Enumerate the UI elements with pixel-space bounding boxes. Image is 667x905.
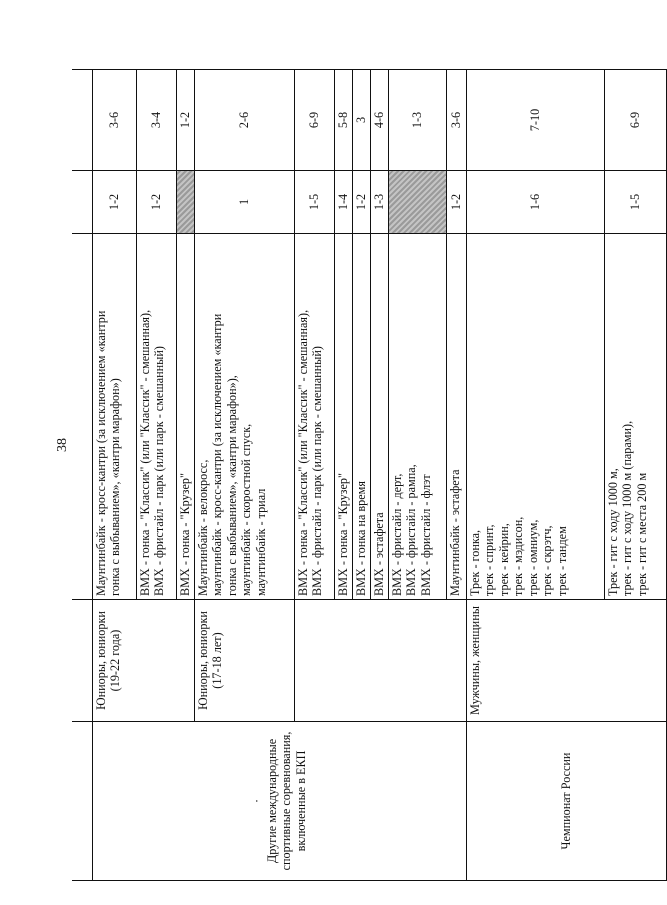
- places-value: 1-5: [306, 193, 321, 211]
- discipline-line: маунтинбайк - кросс-кантри (за исключением «кантри: [210, 313, 224, 596]
- discipline-line: гонка с выбыванием», «кантри марафон»),: [224, 375, 239, 596]
- discipline-line: ВМХ - фристайл - рампа,: [404, 464, 418, 596]
- table-row: [92, 70, 136, 881]
- age-category-cell: [294, 600, 466, 722]
- places-value: 1: [236, 198, 251, 206]
- participants-cell: [604, 70, 666, 171]
- discipline-cell: [334, 234, 352, 600]
- discipline-line: трек - кейрин,: [496, 523, 511, 596]
- places-cell: [294, 171, 334, 234]
- discipline-line: ВМХ - гонка на время: [353, 481, 368, 596]
- age-category-label: Мужчины, женщины: [467, 606, 482, 715]
- discipline-line: Маунтинбайк - кросс-кантри (за исключением «кантри: [93, 310, 108, 596]
- participants-value: 1-2: [177, 111, 192, 129]
- participants-cell: [334, 70, 352, 171]
- discipline-line: ВМХ - эстафета: [371, 512, 386, 596]
- places-value: 1-2: [448, 193, 463, 211]
- participants-cell: [176, 70, 194, 171]
- participants-value: 6-9: [306, 111, 321, 129]
- places-value: 1-6: [527, 193, 542, 211]
- discipline-line: трек - гит с места 200 м: [634, 472, 649, 596]
- participants-value: 3-6: [106, 111, 121, 129]
- discipline-cell: [136, 234, 176, 600]
- discipline-line: ВМХ - гонка - "Крузер": [177, 473, 192, 596]
- discipline-line: трек - мэдисон,: [511, 516, 525, 596]
- discipline-line: ВМХ - фристайл - дерт,: [389, 473, 404, 596]
- participants-value: 2-6: [236, 111, 251, 129]
- discipline-line: маунтинбайк - скоростной спуск,: [239, 423, 253, 596]
- discipline-cell: [294, 234, 334, 600]
- age-category-cell: [92, 600, 194, 722]
- group-prefix-mark: ·: [250, 798, 264, 804]
- discipline-line: трек - скрэтч,: [540, 525, 554, 596]
- page-number: 38: [55, 438, 70, 452]
- places-cell: [194, 171, 294, 234]
- participants-value: 6-9: [627, 111, 642, 129]
- discipline-line: ВМХ - гонка - "Классик" (или "Классик" - смешанная),: [295, 309, 310, 596]
- discipline-line: Маунтинбайк - эстафета: [447, 469, 462, 596]
- places-cell: [446, 171, 466, 234]
- places-value: 1-2: [148, 193, 163, 211]
- competition-group-name: Чемпионат России: [558, 752, 573, 850]
- rotated-table-container: [72, 70, 649, 881]
- discipline-cell: [388, 234, 446, 600]
- places-value: 1-5: [627, 193, 642, 211]
- participants-cell: [194, 70, 294, 171]
- participants-value: 1-3: [409, 111, 424, 129]
- age-category-label: Юниоры, юниорки (17-18 лет): [195, 611, 224, 710]
- places-cell: [370, 171, 388, 234]
- table-top-strip: [72, 70, 92, 881]
- discipline-line: Маунтинбайк - велокросс,: [195, 459, 210, 596]
- age-category-cell: [194, 600, 294, 722]
- classification-table: [72, 69, 667, 881]
- table-row: [466, 70, 604, 881]
- discipline-cell: [446, 234, 466, 600]
- table-body: [72, 70, 666, 881]
- discipline-line: ВМХ - гонка - "Крузер": [335, 473, 350, 596]
- participants-cell: [294, 70, 334, 171]
- places-cell: [466, 171, 604, 234]
- discipline-line: трек - гит с ходу 1000 м (парами),: [620, 420, 634, 596]
- competition-group-cell: [92, 722, 466, 881]
- participants-cell: [370, 70, 388, 171]
- participants-cell: [352, 70, 370, 171]
- participants-cell: [388, 70, 446, 171]
- discipline-line: ВМХ - гонка - "Классик" (или "Классик" - смешанная),: [137, 309, 152, 596]
- places-cell: [92, 171, 136, 234]
- age-category-cell: [466, 600, 666, 722]
- competition-group-name: Другие международные спортивные соревнования, включенные в ЕКП: [264, 731, 308, 871]
- participants-value: 3-4: [148, 111, 163, 129]
- discipline-line: трек - тандем: [554, 526, 569, 596]
- places-cell: [176, 171, 194, 234]
- discipline-line: Трек - гит с ходу 1000 м,: [605, 468, 620, 596]
- places-value: 1-4: [335, 193, 350, 211]
- discipline-cell: [604, 234, 666, 600]
- participants-value: 7-10: [527, 108, 542, 132]
- discipline-line: гонка с выбыванием», «кантри марафон»): [108, 378, 122, 596]
- places-value: 1-3: [371, 193, 386, 211]
- discipline-line: трек - спринт,: [482, 524, 496, 596]
- participants-cell: [92, 70, 136, 171]
- discipline-cell: [466, 234, 604, 600]
- discipline-cell: [194, 234, 294, 600]
- discipline-line: Трек - гонка,: [467, 529, 482, 596]
- participants-value: 3-6: [448, 111, 463, 129]
- places-cell: [136, 171, 176, 234]
- discipline-line: ВМХ - фристайл - флэт: [418, 474, 433, 596]
- places-cell: [604, 171, 666, 234]
- discipline-line: трек - омниум,: [525, 519, 540, 596]
- age-category-label: Юниоры, юниорки (19-22 года): [93, 611, 122, 710]
- discipline-cell: [370, 234, 388, 600]
- places-cell: [388, 171, 446, 234]
- participants-cell: [446, 70, 466, 171]
- participants-value: 3: [353, 116, 368, 124]
- participants-value: 4-6: [371, 111, 386, 129]
- places-cell: [334, 171, 352, 234]
- places-value: 1-2: [353, 193, 368, 211]
- places-value: 1-2: [106, 193, 121, 211]
- discipline-line: ВМХ - фристайл - парк (или парк - смешанный): [152, 346, 166, 596]
- discipline-cell: [176, 234, 194, 600]
- places-cell: [352, 171, 370, 234]
- discipline-line: ВМХ - фристайл - парк (или парк - смешанный): [310, 346, 324, 596]
- discipline-cell: [92, 234, 136, 600]
- participants-cell: [136, 70, 176, 171]
- participants-value: 5-8: [335, 111, 350, 129]
- competition-group-cell: [466, 722, 666, 881]
- participants-cell: [466, 70, 604, 171]
- discipline-cell: [352, 234, 370, 600]
- discipline-line: маунтинбайк - триал: [253, 488, 268, 596]
